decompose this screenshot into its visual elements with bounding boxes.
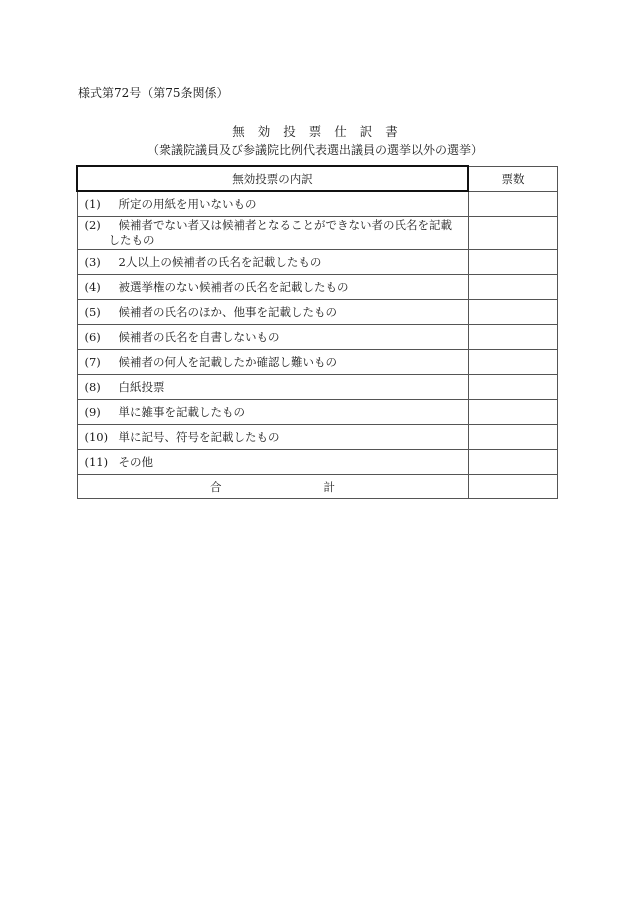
total-label: 合計 — [77, 475, 468, 499]
row-label — [77, 350, 468, 375]
row-number: (1) — [84, 196, 101, 211]
row-label — [77, 375, 468, 400]
row-label — [77, 400, 468, 425]
votes-cell[interactable] — [468, 325, 558, 350]
table-row — [77, 400, 558, 425]
table-row — [77, 325, 558, 350]
document-title: 無効投票仕訳書 — [232, 124, 411, 139]
column-header-votes: 票数 — [468, 166, 558, 191]
row-number: (6) — [84, 329, 101, 344]
votes-cell[interactable] — [468, 350, 558, 375]
table-row — [77, 275, 558, 300]
row-label — [77, 217, 468, 250]
row-text: 候補者でない者又は候補者となることができない者の氏名を記載 — [118, 218, 452, 232]
row-number: (11) — [84, 454, 109, 469]
total-row — [77, 475, 558, 499]
votes-cell[interactable] — [468, 400, 558, 425]
votes-cell[interactable] — [468, 275, 558, 300]
row-text: 単に雑事を記載したもの — [118, 404, 245, 419]
row-label — [77, 191, 468, 217]
row-text: 被選挙権のない候補者の氏名を記載したもの — [118, 279, 349, 294]
table-header-row — [77, 166, 558, 191]
votes-cell[interactable] — [468, 250, 558, 275]
table-row — [77, 425, 558, 450]
table-row — [77, 350, 558, 375]
row-text: 候補者の何人を記載したか確認し難いもの — [118, 354, 337, 369]
row-text: 白紙投票 — [118, 379, 165, 394]
row-label — [77, 275, 468, 300]
row-number: (3) — [84, 254, 101, 269]
table-row — [77, 450, 558, 475]
votes-cell[interactable] — [468, 425, 558, 450]
row-number: (7) — [84, 354, 101, 369]
table-row — [77, 217, 558, 250]
votes-cell[interactable] — [468, 300, 558, 325]
row-text: 候補者の氏名を自書しないもの — [118, 329, 280, 344]
row-text: 候補者の氏名のほか、他事を記載したもの — [118, 304, 337, 319]
row-label — [77, 300, 468, 325]
votes-cell[interactable] — [468, 450, 558, 475]
votes-cell[interactable] — [468, 191, 558, 217]
row-number: (8) — [84, 379, 101, 394]
document-subtitle: （衆議院議員及び参議院比例代表選出議員の選挙以外の選挙） — [146, 143, 483, 157]
row-label — [77, 425, 468, 450]
table-row — [77, 191, 558, 217]
row-number: (10) — [84, 429, 109, 444]
row-label — [77, 325, 468, 350]
row-number: (2) — [84, 218, 101, 232]
row-number: (9) — [84, 404, 101, 419]
table-row — [77, 250, 558, 275]
row-text: 2人以上の候補者の氏名を記載したもの — [118, 254, 322, 269]
row-number: (4) — [84, 279, 101, 294]
column-header-breakdown: 無効投票の内訳 — [77, 166, 468, 191]
invalid-votes-table — [76, 165, 558, 499]
votes-cell[interactable] — [468, 375, 558, 400]
table-row — [77, 300, 558, 325]
row-number: (5) — [84, 304, 101, 319]
row-text: 単に記号、符号を記載したもの — [118, 429, 280, 444]
row-text-continued: したもの — [108, 233, 155, 247]
row-label — [77, 450, 468, 475]
row-label — [77, 250, 468, 275]
table-row — [77, 375, 558, 400]
total-votes-cell[interactable] — [468, 475, 558, 499]
votes-cell[interactable] — [468, 217, 558, 250]
row-text: その他 — [118, 454, 153, 469]
form-reference: 様式第72号（第75条関係） — [78, 86, 229, 100]
row-text: 所定の用紙を用いないもの — [118, 196, 257, 211]
